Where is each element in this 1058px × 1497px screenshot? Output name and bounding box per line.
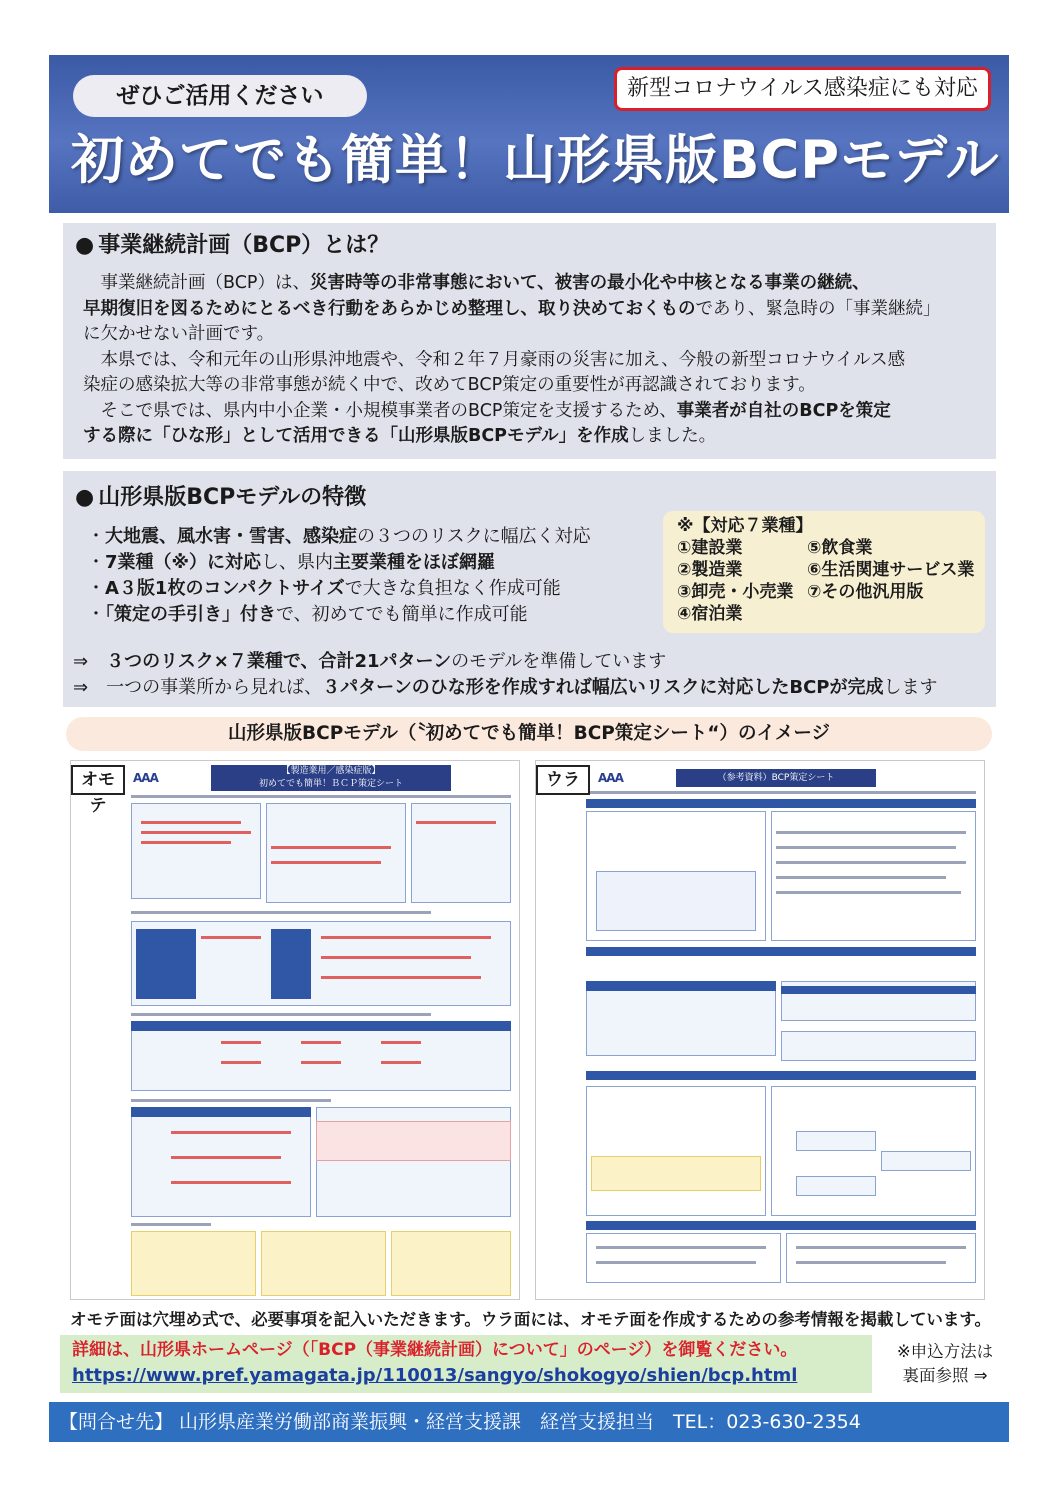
sheet-line (596, 1261, 756, 1264)
bullet-icon: ● (75, 233, 95, 258)
sheet-line (131, 795, 511, 798)
sheet-bar (586, 1221, 976, 1230)
sheet-line (221, 1041, 261, 1044)
sheet-block (266, 803, 406, 903)
sheet-block (136, 929, 196, 999)
sheet-bar (586, 799, 976, 808)
front-tag: オモテ (71, 765, 125, 795)
bullet-icon: ● (75, 485, 95, 510)
sheet-block (131, 1021, 511, 1091)
sheet-block (586, 1233, 781, 1283)
summary-lines (73, 649, 938, 701)
sheet-line (381, 1041, 421, 1044)
summary-line (73, 649, 938, 675)
bcp-heading-text: 事業継続計画（BCP）とは？ (98, 233, 390, 258)
sheet-block (316, 1121, 511, 1161)
sheet-bar (586, 947, 976, 956)
feature-item (87, 576, 591, 602)
sheet-line (776, 861, 966, 864)
text-bold: 主要業種をほぼ網羅 (333, 552, 496, 573)
sheet-line (221, 1061, 261, 1064)
back-sheet-thumbnail (535, 760, 985, 1300)
sheet-block (131, 1231, 256, 1296)
industry-item: ②製造業 (677, 560, 743, 580)
industries-box (663, 511, 985, 633)
front-sheet-header-line1: 【製造業用／感染症版】 (281, 766, 381, 776)
sheet-block (131, 1021, 511, 1031)
bcp-definition-panel (63, 223, 996, 459)
text-span: 一つの事業所から見れば、 (88, 677, 323, 698)
sheet-block (586, 1086, 766, 1216)
sheet-block (391, 1231, 511, 1296)
industry-item: ③卸売・小売業 (677, 582, 794, 602)
application-note-line2: 裏面参照 ⇒ (902, 1366, 988, 1385)
sheet-logo: AAA (133, 771, 158, 785)
front-sheet-thumbnail (70, 760, 520, 1300)
feature-item (87, 602, 591, 628)
header-banner (49, 55, 1009, 213)
industries-title: ※【対応７業種】 (677, 516, 813, 536)
text-span: ・ (87, 578, 105, 599)
sheet-line (201, 936, 261, 939)
industry-item: ⑥生活関連サービス業 (807, 560, 975, 580)
text-bold: 「策定の手引き」付き (105, 604, 276, 625)
promo-pill: ぜひご活用ください (73, 75, 367, 117)
sheet-line (131, 1223, 211, 1226)
industry-item: ⑤飲食業 (807, 538, 873, 558)
sheet-line (301, 1061, 341, 1064)
sheet-line (776, 891, 961, 894)
sheet-line (171, 1181, 291, 1184)
text-span: ・ (87, 604, 105, 625)
website-link-box (60, 1335, 872, 1393)
sheet-block (131, 803, 261, 899)
application-note-line1: ※申込方法は (896, 1342, 994, 1361)
sheet-line (141, 841, 231, 844)
sheet-block (781, 1031, 976, 1061)
sheet-block (881, 1151, 971, 1171)
image-caption: 山形県版BCPモデル（〝初めてでも簡単！BCP策定シート“）のイメージ (66, 717, 992, 751)
sheet-block (586, 981, 776, 991)
industry-item (807, 603, 987, 625)
bcp-heading (75, 231, 389, 261)
industries-grid (677, 537, 975, 625)
sheet-line (131, 1099, 331, 1102)
text-span: に欠かせない計画です。 (83, 324, 275, 344)
sheet-block (586, 981, 776, 1056)
sheet-logo: AAA (598, 771, 623, 785)
sheet-line (776, 831, 966, 834)
text-span: し、県内 (261, 552, 334, 573)
sheet-block (131, 1107, 311, 1217)
sheet-block (796, 1176, 876, 1196)
sheet-block (271, 929, 311, 999)
summary-line (73, 675, 938, 701)
text-bold: 事業者が自社のBCPを策定 (676, 400, 891, 421)
sheet-line (321, 936, 491, 939)
sheet-block (596, 871, 756, 931)
sheet-bar (586, 1071, 976, 1080)
text-span: します (883, 677, 938, 698)
text-span: ・ (87, 526, 105, 547)
features-heading (75, 483, 366, 513)
front-sheet-header-line2: 初めてでも簡単！ＢＣＰ策定シート (258, 779, 403, 789)
industry-item: ①建設業 (677, 538, 743, 558)
sheet-line (776, 846, 956, 849)
sheet-line (141, 831, 251, 834)
website-url-link[interactable]: https://www.pref.yamagata.jp/110013/sangyo/shokogyo/shien/bcp.html (72, 1365, 798, 1386)
sheet-line (776, 876, 946, 879)
text-bold: 早期復旧を図るためにとるべき行動をあらかじめ整理し、取り決めておくもの (83, 298, 696, 319)
text-bold: ３つのリスク×７業種で、合計21パターン (106, 651, 452, 672)
sheet-block (261, 1231, 386, 1296)
contact-footer: 【問合せ先】 山形県産業労働部商業振興・経営支援課 経営支援担当 TEL：023-630-2354 (49, 1402, 1009, 1442)
text-span: で、初めてでも簡単に作成可能 (276, 604, 528, 625)
arrow-icon: ⇒ (73, 677, 89, 698)
sheet-note: オモテ面は穴埋め式で、必要事項を記入いただきます。ウラ面には、オモテ面を作成するための参考情報を掲載しています。 (70, 1310, 992, 1329)
text-span: そこで県では、県内中小企業・小規模事業者のBCP策定を支援するため、 (83, 400, 677, 421)
back-tag: ウラ (536, 765, 590, 795)
feature-list (87, 524, 591, 628)
text-bold: ３パターンのひな形を作成すれば (322, 677, 592, 698)
sheet-block (411, 803, 511, 903)
sheet-line (271, 846, 391, 849)
arrow-icon: ⇒ (73, 651, 89, 672)
text-span: のモデルを準備しています (451, 651, 667, 672)
text-bold: する際に「ひな形」として活用できる「山形県版BCPモデル」を作成 (83, 426, 629, 446)
features-heading-text: 山形県版BCPモデルの特徴 (98, 485, 367, 510)
application-note (880, 1340, 1010, 1388)
text-bold: 災害時等の非常事態において、被害の最小化や中核となる事業の継続、 (309, 273, 870, 293)
text-span: 事業継続計画（BCP）は、 (83, 273, 310, 293)
sheet-line (381, 1061, 421, 1064)
page-title: 初めてでも簡単！山形県版BCPモデル (71, 130, 1000, 191)
sheet-line (586, 791, 976, 794)
text-bold: A３版1枚のコンパクトサイズ (105, 578, 345, 599)
feature-item (87, 550, 591, 576)
bcp-description (83, 271, 988, 450)
text-span: ・ (87, 552, 105, 573)
sheet-line (416, 821, 496, 824)
sheet-block (796, 1131, 876, 1151)
text-span: であり、緊急時の「事業継続」 (695, 298, 941, 319)
sheet-block (131, 1107, 311, 1117)
text-span: しました。 (628, 426, 717, 446)
sheet-line (321, 956, 471, 959)
sheet-line (271, 861, 381, 864)
sheet-line (171, 1131, 291, 1134)
text-span: 本県では、令和元年の山形県沖地震や、令和２年７月豪雨の災害に加え、今般の新型コロナウイルス感 (83, 349, 906, 370)
sheet-line (321, 976, 481, 979)
back-sheet-header: （参考資料）BCP策定シート (676, 769, 876, 787)
industry-item: ④宿泊業 (677, 604, 743, 624)
sheet-block (781, 986, 976, 994)
sheet-line (796, 1246, 966, 1249)
sheet-line (171, 1156, 281, 1159)
website-instruction: 詳細は、山形県ホームページ（「BCP（事業継続計画）について」のページ）を御覧ください。 (72, 1340, 798, 1360)
front-sheet-header (211, 765, 451, 791)
text-span: 染症の感染拡大等の非常事態が続く中で、改めてBCP策定の重要性が再認識されております。 (83, 375, 816, 395)
covid-badge: 新型コロナウイルス感染症にも対応 (614, 67, 991, 111)
sheet-block (591, 1156, 761, 1191)
text-bold: 大地震、風水害・雪害、感染症 (105, 526, 357, 547)
feature-item (87, 524, 591, 550)
text-span: の３つのリスクに幅広く対応 (357, 526, 591, 547)
text-span: で大きな負担なく作成可能 (344, 578, 561, 599)
sheet-line (796, 1261, 946, 1264)
sheet-line (131, 911, 431, 914)
sheet-line (131, 1013, 431, 1016)
text-bold: 7業種（※）に対応 (105, 552, 262, 573)
text-span (88, 651, 106, 672)
text-bold: 幅広いリスクに対応したBCPが完成 (591, 677, 884, 698)
sheet-line (141, 821, 241, 824)
sheet-line (596, 1246, 766, 1249)
sheet-line (301, 1041, 341, 1044)
sheet-block (786, 1233, 976, 1283)
features-panel (63, 471, 996, 707)
industry-item: ⑦その他汎用版 (807, 582, 924, 602)
